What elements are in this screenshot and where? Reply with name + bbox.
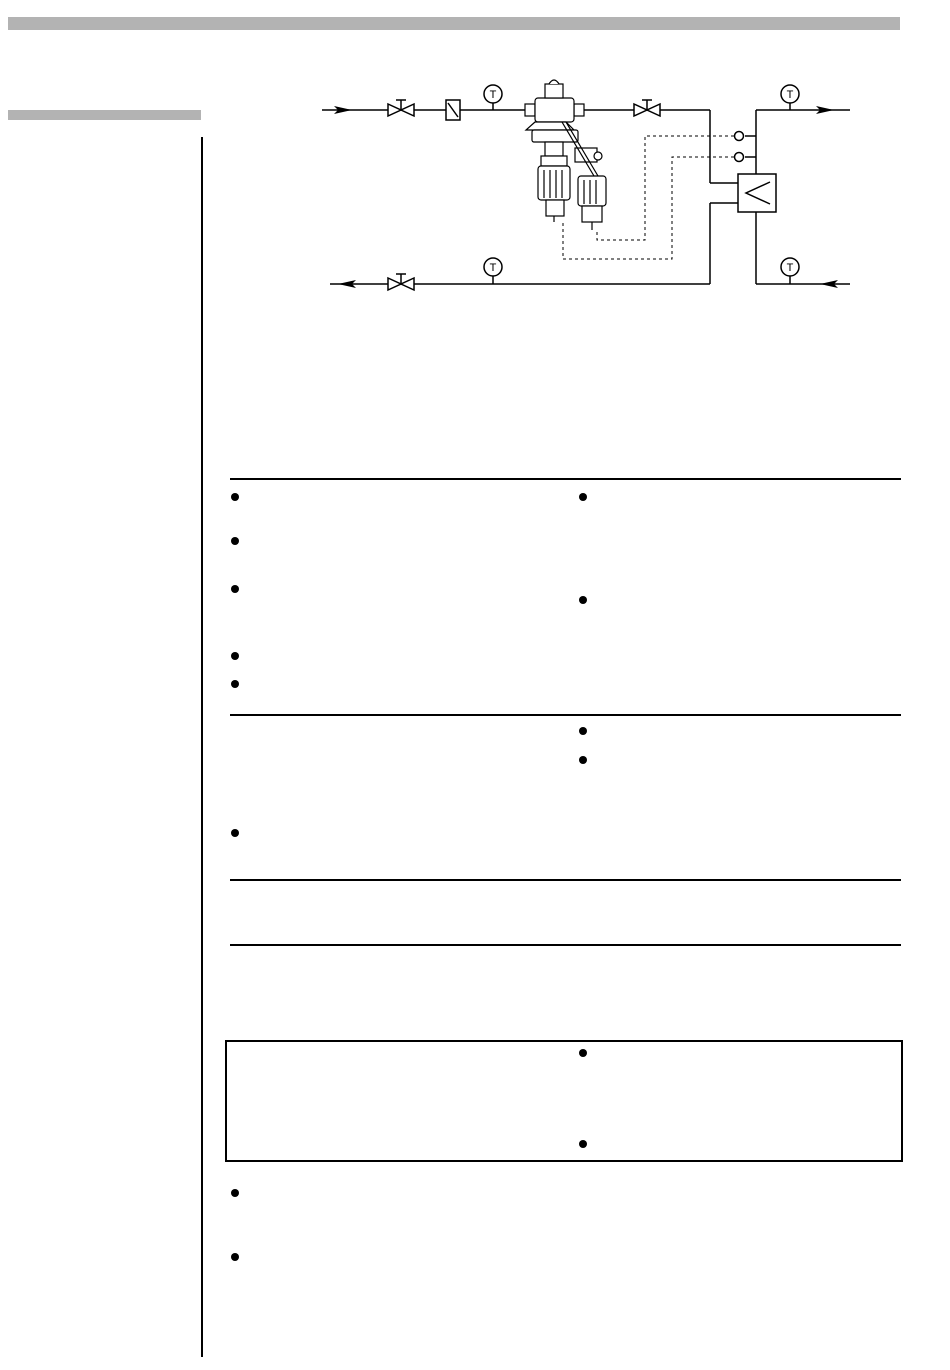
header-bar: [8, 17, 900, 30]
bullet-icon: [231, 585, 239, 593]
shutoff-valve-icon: [388, 100, 414, 116]
side-tab: [8, 110, 201, 120]
gauge-label: T: [786, 89, 794, 101]
bullet-icon: [231, 493, 239, 501]
section-rule: [230, 879, 901, 881]
bullet-icon: [231, 537, 239, 545]
section-rule: [230, 944, 901, 946]
boxed-note: [225, 1040, 903, 1162]
heat-exchanger-icon: [738, 174, 776, 212]
shutoff-valve-icon: [388, 274, 414, 290]
piping-schematic: [310, 75, 870, 315]
sensor-icon: [735, 132, 744, 162]
bullet-icon: [579, 596, 587, 604]
bullet-icon: [579, 756, 587, 764]
bullet-icon: [579, 1140, 587, 1148]
gauge-label: T: [786, 262, 794, 274]
control-valve-assembly: [525, 80, 606, 230]
bullet-icon: [579, 727, 587, 735]
section-rule: [230, 478, 901, 480]
bullet-icon: [231, 680, 239, 688]
bullet-icon: [231, 1253, 239, 1261]
gauge-label: T: [489, 262, 497, 274]
bullet-icon: [231, 829, 239, 837]
bullet-icon: [579, 1049, 587, 1057]
bullet-icon: [579, 493, 587, 501]
margin-rule: [201, 137, 203, 1357]
gauge-label: T: [489, 89, 497, 101]
shutoff-valve-icon: [634, 100, 660, 116]
bullet-icon: [231, 652, 239, 660]
bullet-icon: [231, 1189, 239, 1197]
strainer-icon: [446, 100, 460, 120]
section-rule: [230, 714, 901, 716]
